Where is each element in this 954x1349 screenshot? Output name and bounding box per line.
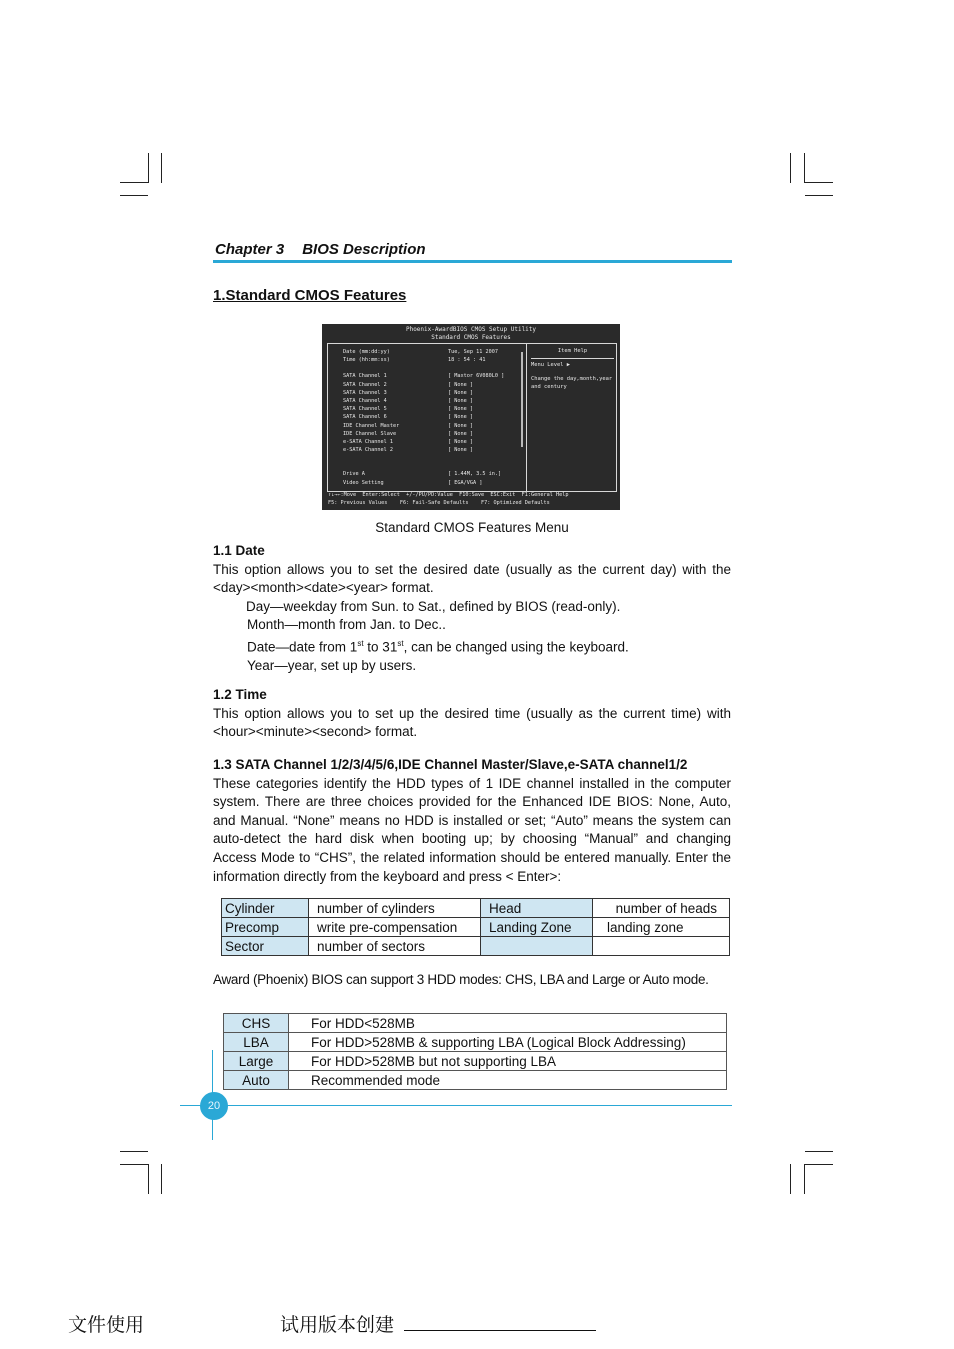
- table-row: [224, 1071, 727, 1090]
- award-text: Award (Phoenix) BIOS can support 3 HDD modes: CHS, LBA and Large or Auto mode.: [213, 972, 709, 987]
- crop-mark: [805, 182, 833, 183]
- crop-mark: [148, 153, 149, 183]
- date-section: [213, 542, 731, 676]
- crop-mark: [120, 1164, 148, 1165]
- table-row: [224, 1014, 727, 1033]
- table-cell: write pre-compensation: [309, 918, 481, 937]
- table-row: [224, 1033, 727, 1052]
- chapter-label: Chapter 3: [215, 241, 285, 258]
- table-row: [222, 918, 730, 937]
- bios-item-label: SATA Channel 4: [343, 398, 387, 405]
- bios-item-label: e-SATA Channel 1: [343, 439, 393, 446]
- table-cell: Landing Zone: [481, 918, 593, 937]
- crop-mark: [120, 195, 148, 196]
- bios-item-label: SATA Channel 2: [343, 381, 387, 388]
- bios-item-label: Date (mm:dd:yy): [343, 349, 390, 355]
- chapter-title: BIOS Description: [302, 241, 426, 258]
- table-cell: number of sectors: [309, 937, 481, 956]
- date-date-line: [213, 635, 731, 657]
- crop-mark: [161, 1164, 162, 1194]
- table-cell: Head: [481, 899, 593, 918]
- chapter-header: [215, 241, 731, 258]
- table-cell: landing zone: [593, 918, 730, 937]
- bios-footer-keys: ↑↓→←:Move Enter:Select +/-/PU/PD:Value F10:Save ESC:Exit F1:General Help: [328, 492, 569, 498]
- table-cell: Sector: [222, 937, 309, 956]
- table-cell: number of heads: [593, 899, 730, 918]
- crop-mark: [804, 1164, 805, 1194]
- date-heading: 1.1 Date: [213, 543, 265, 558]
- bios-item-label: Drive A: [343, 471, 365, 478]
- table-cell: For HDD>528MB but not supporting LBA: [289, 1052, 727, 1071]
- bios-item-value: [ None ]: [448, 422, 473, 429]
- bios-item-label: e-SATA Channel 2: [343, 447, 393, 454]
- table-cell: LBA: [224, 1033, 289, 1052]
- table-cell: For HDD>528MB & supporting LBA (Logical Block Addressing): [289, 1033, 727, 1052]
- sata-section: [213, 756, 731, 886]
- bios-item-value: [ None ]: [448, 389, 473, 396]
- date-sup-2: st: [397, 638, 404, 648]
- bios-item-label: SATA Channel 3: [343, 389, 387, 396]
- footer-right-text: 试用版本创建: [280, 1314, 395, 1336]
- crop-mark: [790, 153, 791, 183]
- bios-item-label: IDE Channel Slave: [343, 430, 397, 437]
- bios-item-value: [ None ]: [448, 447, 473, 454]
- date-date-text-c: , can be changed using the keyboard.: [403, 639, 629, 655]
- table-cell: CHS: [224, 1014, 289, 1033]
- bios-item-value: [ 1.44M, 3.5 in.]: [448, 471, 502, 478]
- table-cell: Auto: [224, 1071, 289, 1090]
- crop-mark: [805, 1164, 833, 1165]
- crop-mark: [148, 1164, 149, 1194]
- time-heading: 1.2 Time: [213, 687, 267, 702]
- bios-item-value: [ None ]: [448, 381, 473, 388]
- section-title: 1.Standard CMOS Features: [213, 287, 407, 304]
- bios-item-value: [ Maxtor 6V080L0 ]: [448, 373, 505, 380]
- bios-help-text: Change the day,month,year and century: [531, 376, 613, 390]
- bios-item-value: [ None ]: [448, 439, 473, 446]
- bios-screenshot: [322, 324, 620, 510]
- bios-title: Phoenix-AwardBIOS CMOS Setup Utility: [405, 326, 537, 333]
- table-row: [222, 937, 730, 956]
- date-day-line: Day—weekday from Sun. to Sat., defined by BIOS (read-only).: [246, 598, 621, 614]
- bios-labels: [343, 348, 399, 487]
- table-row: [224, 1052, 727, 1071]
- bios-item-label: SATA Channel 5: [343, 406, 387, 413]
- footer-left-text: 文件使用: [68, 1314, 145, 1336]
- hdd-mode-table: [223, 1013, 727, 1090]
- bios-item-value: Tue, Sep 11 2007: [448, 349, 498, 355]
- bios-item-value: [ EGA/VGA ]: [448, 479, 483, 486]
- table-cell: Recommended mode: [289, 1071, 727, 1090]
- crop-mark: [120, 1151, 148, 1152]
- table-cell: Cylinder: [222, 899, 309, 918]
- bios-help-title: Item Help: [531, 348, 614, 359]
- bios-item-value: [ None ]: [448, 406, 473, 413]
- crop-mark: [805, 195, 833, 196]
- date-date-text-a: Date—date from 1: [247, 639, 358, 655]
- bios-item-label: IDE Channel Master: [343, 422, 400, 429]
- time-text: This option allows you to set up the desired time (usually as the current time) with <hour><minute><second> format.: [213, 705, 731, 740]
- sata-heading: 1.3 SATA Channel 1/2/3/4/5/6,IDE Channel Master/Slave,e-SATA channel1/2: [213, 757, 688, 772]
- bios-help-panel: [531, 348, 614, 391]
- bios-item-value: [ None ]: [448, 430, 473, 437]
- bios-footer-defaults: F5: Previous Values F6: Fail-Safe Defaults F7: Optimized Defaults: [328, 500, 550, 506]
- bios-item-value: [ None ]: [448, 398, 473, 405]
- bios-item-label: Time (hh:mm:ss): [343, 357, 390, 364]
- sata-text: These categories identify the HDD types of 1 IDE channel installed in the computer system. There are three choices provided for the Enhanced IDE BIOS: None, Auto, and Manual. “None” means no HDD is installed or set; “Auto” means the system can auto-detect the hard disk when booting up; by choosing “Manual” and changing Access Mode to “CHS”, the related information should be entered manually. Enter the information directly from the keyboard and press < Enter>:: [213, 775, 731, 884]
- figure-caption: Standard CMOS Features Menu: [375, 520, 569, 535]
- date-sup-1: st: [357, 638, 364, 648]
- crop-mark: [161, 153, 162, 183]
- crop-mark: [805, 1151, 833, 1152]
- hdd-parameter-table: [221, 898, 730, 956]
- bios-values: [448, 348, 504, 487]
- date-date-text-b: to 31: [363, 639, 398, 655]
- crop-mark: [790, 1164, 791, 1194]
- time-section: [213, 686, 731, 742]
- bios-item-label: SATA Channel 1: [343, 373, 387, 380]
- bios-frame: [327, 343, 617, 492]
- table-row: [222, 899, 730, 918]
- page-number: 20: [200, 1092, 228, 1120]
- table-cell: number of cylinders: [309, 899, 481, 918]
- footer-underline: [404, 1330, 596, 1331]
- bios-menu-level: Menu Level ▶: [531, 361, 570, 368]
- date-month-line: Month—month from Jan. to Dec..: [247, 617, 446, 633]
- table-cell: Precomp: [222, 918, 309, 937]
- crop-mark: [804, 153, 805, 183]
- bios-item-value: 18 : 54 : 41: [448, 357, 486, 364]
- bios-item-label: Video Setting: [343, 479, 384, 486]
- crop-mark: [120, 182, 148, 183]
- bios-scrollbar: [521, 352, 523, 447]
- bios-divider: [526, 344, 527, 491]
- bios-item-value: [ None ]: [448, 414, 473, 421]
- page-number-rule: [180, 1105, 732, 1106]
- bios-item-label: SATA Channel 6: [343, 414, 387, 421]
- header-rule: [213, 260, 732, 263]
- bios-subtitle: Standard CMOS Features: [431, 334, 511, 341]
- date-intro: This option allows you to set the desired date (usually as the current day) with the <day><month><date><year> format.: [213, 561, 731, 596]
- table-cell: [593, 937, 730, 956]
- table-cell: For HDD<528MB: [289, 1014, 727, 1033]
- table-cell: [481, 937, 593, 956]
- date-year-line: Year—year, set up by users.: [247, 658, 417, 674]
- table-cell: Large: [224, 1052, 289, 1071]
